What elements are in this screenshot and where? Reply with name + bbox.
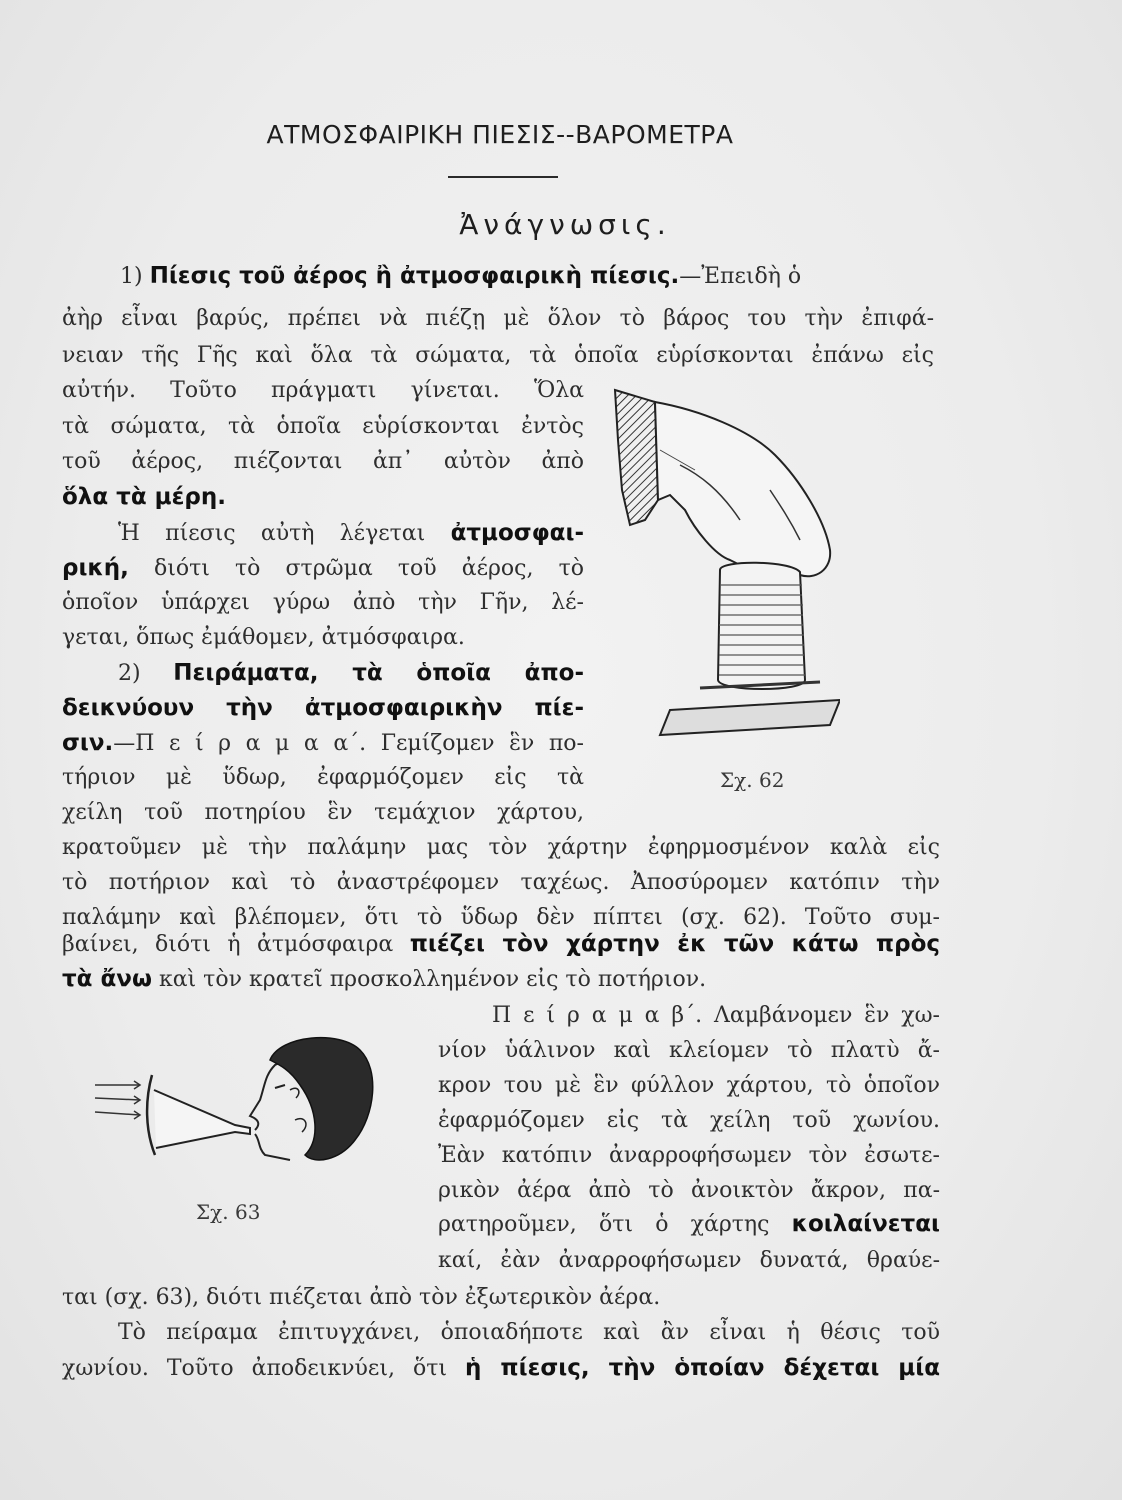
experiment-b-label: Π ε ί ρ α μ α β΄. (492, 1003, 703, 1028)
text-span: καὶ τὸν κρατεῖ προσκολλημένον εἰς τὸ ποτήριον. (158, 967, 707, 992)
bold-phrase: ἀτμοσφαι- (450, 520, 584, 546)
text-line: τήριον μὲ ὕδωρ, ἐφαρμόζομεν εἰς τὰ (62, 765, 584, 790)
bold-phrase: ὅλα τὰ μέρη. (62, 484, 226, 510)
bold-phrase: ἡ πίεσις, τὴν ὁποίαν δέχεται μία (465, 1355, 940, 1381)
text-span: Λαμβάνομεν ἓν χω- (714, 1003, 940, 1028)
text-line: γεται, ὅπως ἐμάθομεν, ἀτμόσφαιρα. (62, 625, 465, 650)
text-line: καί, ἐὰν ἀναρροφήσωμεν δυνατά, θραύε- (438, 1248, 940, 1273)
section2-title-line (118, 662, 584, 685)
text-line: ται (σχ. 63), διότι πιέζεται ἀπὸ τὸν ἐξωτερικὸν ἀέρα. (62, 1285, 661, 1310)
bold-phrase: ρική, (62, 555, 129, 581)
text-span: Ἡ πίεσις αὐτὴ λέγεται (118, 521, 426, 546)
section1-line-start: —Ἐπειδὴ ὁ (679, 264, 802, 289)
text-line: παλάμην καὶ βλέπομεν, ὅτι τὸ ὕδωρ δὲν πίπτει (σχ. 62). Τοῦτο συμ- (62, 905, 940, 930)
text-line: νειαν τῆς Γῆς καὶ ὅλα τὰ σώματα, τὰ ὁποῖα εὑρίσκονται ἐπάνω εἰς (62, 343, 934, 368)
section-subheading: Ἀνάγνωσις. (459, 208, 671, 241)
section2-number: 2) (118, 661, 141, 686)
text-line: Τὸ πείραμα ἐπιτυγχάνει, ὁποιαδήποτε καὶ ἂν εἶναι ἡ θέσις τοῦ (118, 1320, 940, 1345)
section2-title: σιν. (62, 730, 114, 756)
head-funnel-illustration (90, 1030, 390, 1200)
text-span: βαίνει, διότι ἡ ἀτμόσφαιρα (62, 932, 394, 957)
text-line (62, 697, 584, 720)
section1-title-line (120, 265, 801, 288)
text-span: χωνίου. Τοῦτο ἀποδεικνύει, ὅτι (62, 1356, 447, 1381)
text-line (438, 1213, 940, 1236)
section1-number: 1) (120, 264, 143, 289)
section2-title: Πειράματα, τὰ ὁποῖα ἀπο- (173, 660, 585, 686)
text-line: νίον ὑάλινον καὶ κλείομεν τὸ πλατὺ ἄ- (438, 1038, 940, 1063)
hand-glass-illustration (600, 380, 840, 750)
figure-63-caption: Σχ. 63 (196, 1200, 261, 1224)
text-line: κρατοῦμεν μὲ τὴν παλάμην μας τὸν χάρτην ἐφηρμοσμένον καλὰ εἰς (62, 835, 940, 860)
experiment-a-label: —Π ε ί ρ α μ α α΄. (113, 731, 367, 756)
text-line: ρικὸν ἀέρα ἀπὸ τὸ ἀνοικτὸν ἄκρον, πα- (438, 1178, 940, 1203)
figure-62-caption: Σχ. 62 (720, 768, 785, 792)
text-line: τὰ σώματα, τὰ ὁποῖα εὑρίσκονται ἐντὸς (62, 414, 584, 439)
text-line: Ἐὰν κατόπιν ἀναρροφήσωμεν τὸν ἐσωτε- (438, 1143, 940, 1168)
text-line: ἐφαρμόζομεν εἰς τὰ χείλη τοῦ χωνίου. (438, 1108, 940, 1133)
text-line: τὸ ποτήριον καὶ τὸ ἀναστρέφομεν ταχέως. Ἀποσύρομεν κατόπιν τὴν (62, 870, 940, 895)
text-line: ὁποῖον ὑπάρχει γύρω ἀπὸ τὴν Γῆν, λέ- (62, 590, 584, 615)
section1-title: Πίεσις τοῦ ἀέρος ἢ ἀτμοσφαιρικὴ πίεσις. (149, 263, 680, 289)
text-line (62, 486, 226, 509)
text-line (492, 1005, 940, 1027)
heading-divider (448, 176, 558, 178)
bold-phrase: τὰ ἄνω (62, 966, 152, 992)
page-heading: ΑΤΜΟΣΦΑΙΡΙΚΗ ΠΙΕΣΙΣ--ΒΑΡΟΜΕΤΡΑ (266, 120, 734, 149)
text-line (62, 557, 584, 580)
text-line: ἀὴρ εἶναι βαρύς, πρέπει νὰ πιέζῃ μὲ ὅλον τὸ βάρος του τὴν ἐπιφά- (62, 306, 934, 331)
text-line: αὐτήν. Τοῦτο πράγματι γίνεται. Ὅλα (62, 378, 584, 403)
text-span: ρατηροῦμεν, ὅτι ὁ χάρτης (438, 1212, 770, 1237)
text-line (62, 968, 706, 991)
text-line: χείλη τοῦ ποτηρίου ἓν τεμάχιον χάρτου, (62, 800, 584, 825)
text-span: Γεμίζομεν ἓν πο- (380, 731, 584, 756)
text-span: διότι τὸ στρῶμα τοῦ ἀέρος, τὸ (154, 556, 584, 581)
text-line: κρον του μὲ ἓν φύλλον χάρτου, τὸ ὁποῖον (438, 1073, 940, 1098)
bold-phrase: πιέζει τὸν χάρτην ἐκ τῶν κάτω πρὸς (409, 931, 941, 957)
text-line (62, 732, 584, 755)
section2-title: δεικνύουν τὴν ἀτμοσφαιρικὴν πίε- (62, 695, 584, 721)
bold-phrase: κοιλαίνεται (791, 1211, 940, 1237)
text-line (62, 1357, 940, 1380)
text-line (62, 933, 940, 956)
text-line (118, 522, 584, 545)
text-line: τοῦ ἀέρος, πιέζονται ἀπ᾽ αὐτὸν ἀπὸ (62, 449, 584, 474)
